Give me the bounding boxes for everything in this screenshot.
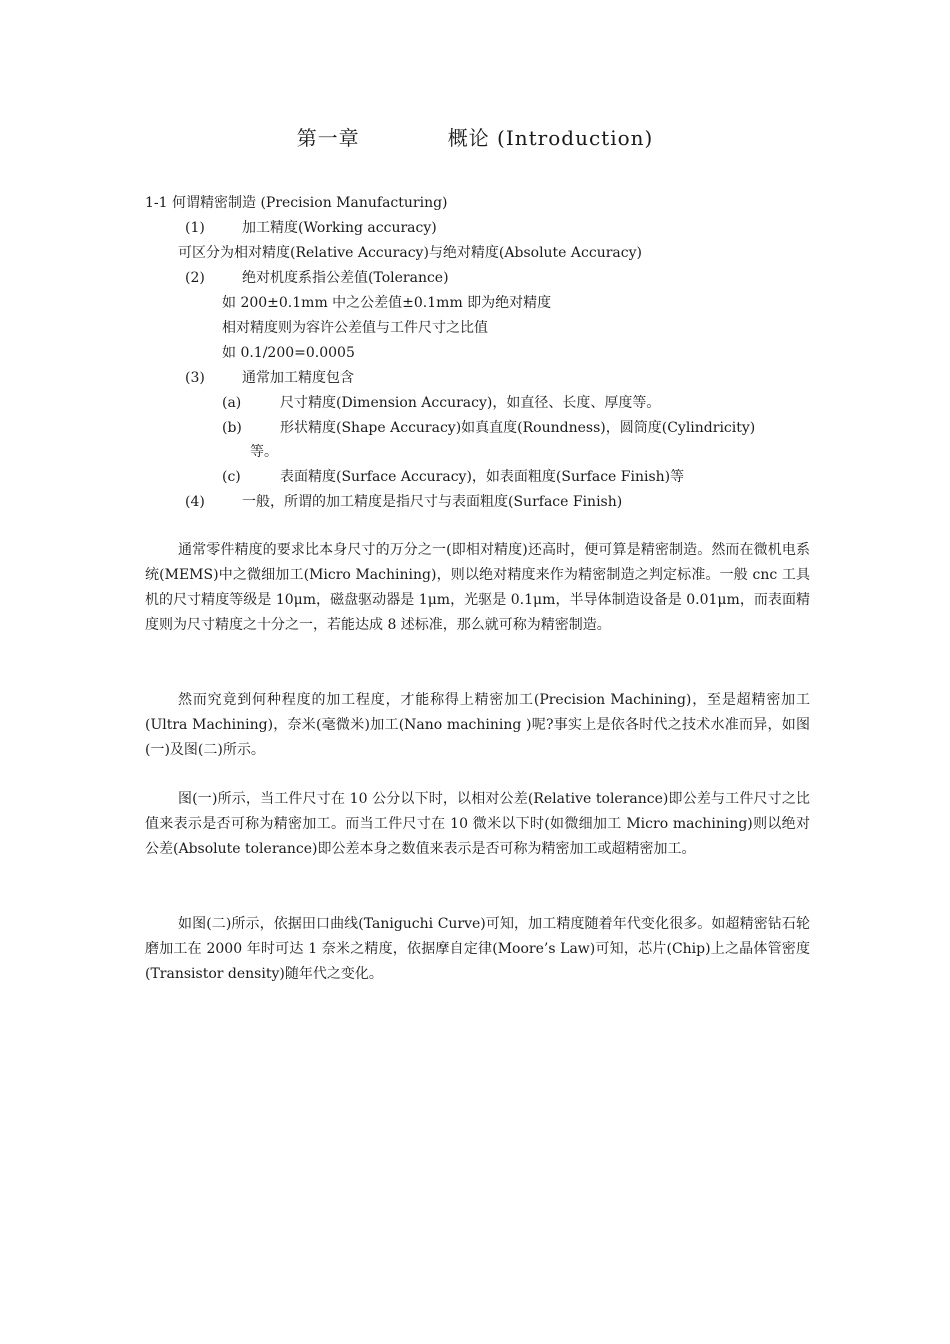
item-3-number: (3) (185, 370, 205, 386)
paragraph-1: 通常零件精度的要求比本身尺寸的万分之一(即相对精度)还高时，便可算是精密制造。然而在微机电系统(MEMS)中之微细加工(Micro Machining)，则以绝对精度来作为精密制造之判定标准。一般 cnc 工具机的尺寸精度等级是 10μm，磁盘驱动器是 1μm，光驱是 0.1μm，半导体制造设备是 0.01μm，而表面精度则为尺寸精度之十分之一，若能达成 8 述标准，那么就可称为精密制造。 (145, 542, 810, 633)
item-4-text: 一般，所谓的加工精度是指尺寸与表面粗度(Surface Finish) (242, 494, 623, 510)
sub-item-b-continuation: 等。 (250, 444, 278, 460)
item-2-number: (2) (185, 270, 205, 286)
paragraph-3: 图(一)所示，当工件尺寸在 10 公分以下时，以相对公差(Relative tolerance)即公差与工件尺寸之比值来表示是否可称为精密加工。而当工件尺寸在 10 微米以下时(如微细加工 Micro machining)则以绝对公差(Absolute tolerance)即公差本身之数值来表示是否可称为精密加工或超精密加工。 (145, 791, 810, 857)
sub-item-a-label: (a) (222, 395, 242, 411)
item-1-number: (1) (185, 220, 205, 236)
sub-item-c-label: (c) (222, 469, 241, 485)
paragraph-2: 然而究竟到何种程度的加工程度，才能称得上精密加工(Precision Machining)，至是超精密加工(Ultra Machining)，奈米(毫微米)加工(Nano machining )呢?事实上是依各时代之技术水准而异，如图(一)及图(二)所示。 (145, 692, 810, 758)
item-2-line-1: 如 200±0.1mm 中之公差值±0.1mm 即为绝对精度 (222, 295, 552, 311)
item-2-line-3: 如 0.1/200=0.0005 (222, 345, 355, 361)
sub-item-c-text: 表面精度(Surface Accuracy)，如表面粗度(Surface Finish)等 (280, 469, 685, 485)
item-2-text: 绝对机度系指公差值(Tolerance) (242, 270, 449, 286)
sub-item-b-text: 形状精度(Shape Accuracy)如真直度(Roundness)，圆筒度(Cylindricity) (280, 420, 756, 436)
item-1-text: 加工精度(Working accuracy) (242, 220, 437, 236)
chapter-title (0, 122, 950, 151)
item-1-description: 可区分为相对精度(Relative Accuracy)与绝对精度(Absolute Accuracy) (178, 245, 642, 261)
chapter-name: 概论 (Introduction) (447, 126, 654, 150)
chapter-number: 第一章 (296, 126, 360, 150)
item-4-number: (4) (185, 494, 205, 510)
sub-item-b-label: (b) (222, 420, 242, 436)
item-3-text: 通常加工精度包含 (242, 370, 354, 386)
item-2-line-2: 相对精度则为容许公差值与工件尺寸之比值 (222, 320, 488, 336)
paragraph-4: 如图(二)所示，依据田口曲线(Taniguchi Curve)可知，加工精度随着年代变化很多。如超精密钻石轮磨加工在 2000 年时可达 1 奈米之精度，依据摩自定律(Moore’s Law)可知，芯片(Chip)上之晶体管密度(Transistor density)随年代之变化。 (145, 916, 810, 982)
sub-item-a-text: 尺寸精度(Dimension Accuracy)，如直径、长度、厚度等。 (280, 395, 661, 411)
section-heading: 1-1 何谓精密制造 (Precision Manufacturing) (145, 195, 448, 211)
